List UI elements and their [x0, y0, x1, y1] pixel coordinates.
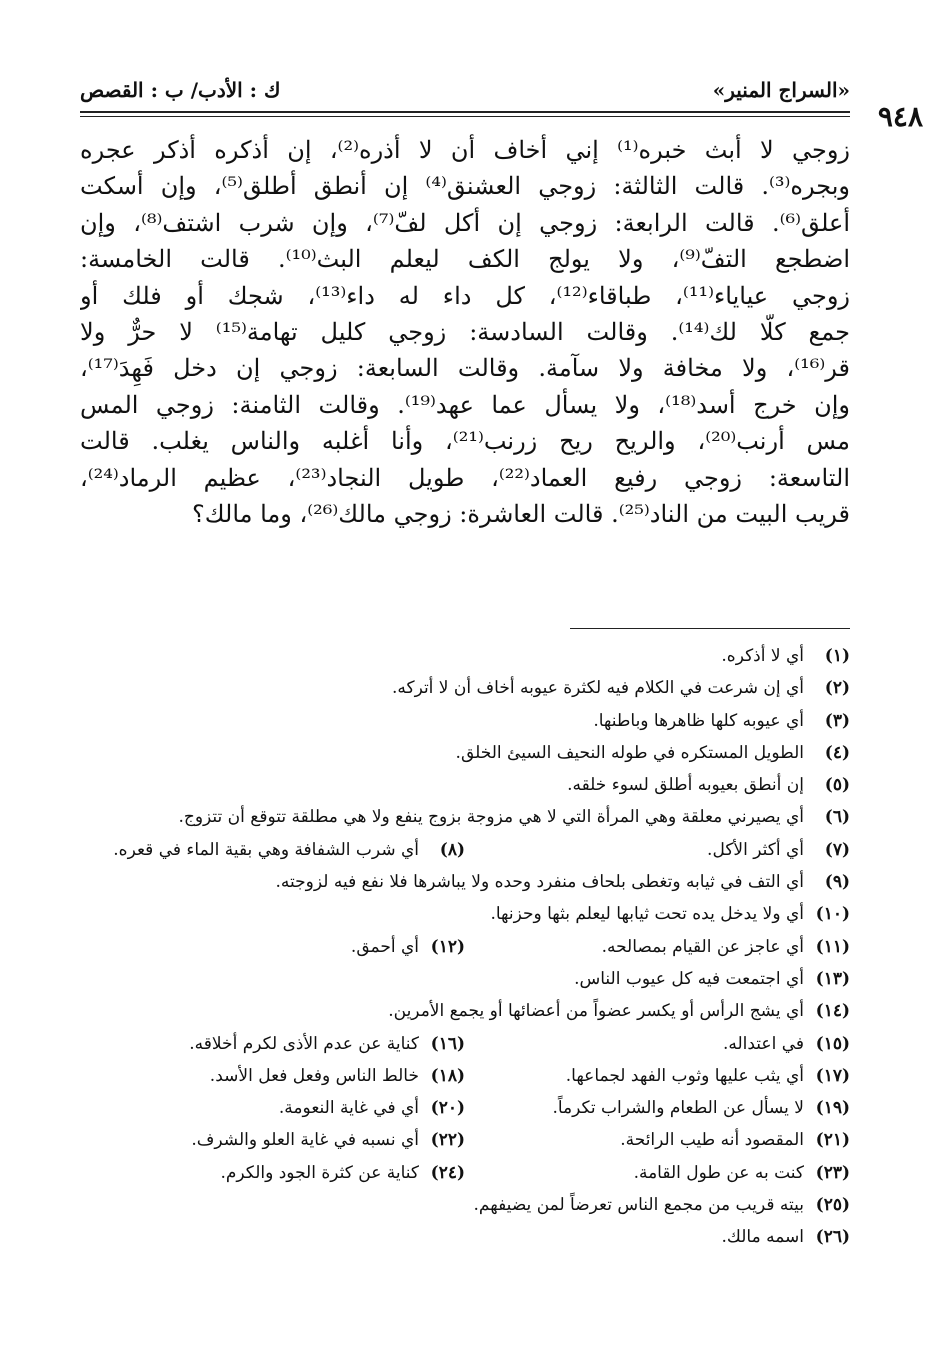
- footnote-row: [80, 769, 850, 801]
- header-rule: [80, 111, 850, 113]
- footnote-number: (٢٥): [815, 1195, 850, 1216]
- text-line: وبجره⁽³⁾. قالت الثالثة: زوجي العشنق⁽⁴⁾ إن أنطق أطلق⁽⁵⁾، وإن أسكت: [80, 172, 850, 201]
- text-line: قر⁽¹⁶⁾، ولا مخافة ولا سآمة. وقالت السابعة: زوجي إن دخل فَهِدَ⁽¹⁷⁾،: [80, 354, 850, 383]
- text-line: مس أرنب⁽²⁰⁾، والريح ريح زرنب⁽²¹⁾، وأنا أغلبه والناس يغلب. قالت: [80, 427, 850, 456]
- page-number: ٩٤٨: [877, 100, 923, 133]
- footnote-number: (٢٤): [430, 1162, 465, 1183]
- footnote-number: (١٢): [430, 936, 465, 957]
- text-line: التاسعة: زوجي رفيع العماد⁽²²⁾، طويل النجاد⁽²³⁾، عظيم الرماد⁽²⁴⁾،: [80, 463, 850, 492]
- footnote-number: (١٤): [815, 1001, 850, 1022]
- footnote-second: [351, 931, 465, 963]
- footnote-second: [221, 1157, 466, 1189]
- footnote-row: [80, 705, 850, 737]
- footnote-number: (٢٢): [430, 1130, 465, 1151]
- footnote-row: [80, 737, 850, 769]
- footnote-number: (١٥): [815, 1033, 850, 1054]
- footnote-text: أي ولا يدخل يده تحت ثيابها ليعلم بثها وحزنها.: [490, 904, 804, 925]
- footnote-number: (٧): [824, 839, 850, 860]
- footnote-number: (١٣): [815, 968, 850, 989]
- footnote-text: الطويل المستكره في طوله النحيف السيئ الخلق.: [455, 742, 804, 763]
- footnote-row: [80, 995, 850, 1027]
- footnote-row: [80, 1092, 850, 1124]
- footnote-number: (٢٦): [815, 1227, 850, 1248]
- text-line: قريب البيت من الناد⁽²⁵⁾. قالت العاشرة: زوجي مالك⁽²⁶⁾، وما مالك؟: [192, 499, 850, 528]
- footnote-second: [210, 1060, 465, 1092]
- chapter-section: ك : الأدب/ ب : القصص: [80, 78, 281, 102]
- footnote-number: (١٧): [815, 1065, 850, 1086]
- footnote-row: [80, 1028, 850, 1060]
- footnotes: [80, 640, 850, 1254]
- footnote-number: (٨): [439, 839, 465, 860]
- running-header: [80, 70, 850, 110]
- footnote-number: (١): [824, 646, 850, 666]
- text-line: اضطجع التفّ⁽⁹⁾، ولا يولج الكف ليعلم البث⁽¹⁰⁾. قالت الخامسة:: [80, 245, 850, 274]
- footnote-row: [80, 801, 850, 833]
- footnote-number: (٦): [824, 807, 850, 828]
- footnote-row: [80, 1221, 850, 1253]
- footnote-row: [80, 834, 850, 866]
- footnote-number: (١٠): [815, 904, 850, 925]
- main-text: [80, 132, 850, 532]
- footnote-text: بيته قريب من مجمع الناس تعرضاً لمن يضيفهم.: [473, 1195, 804, 1216]
- footnote-text: إن أنطق بعيوبه أطلق لسوء خلقه.: [567, 775, 804, 796]
- footnote-text: أي يشج الرأس أو يكسر عضواً من أعضائها أو يجمع الأمرين.: [388, 1001, 804, 1022]
- footnote-text: المقصود أنه طيب الرائحة.: [620, 1130, 804, 1151]
- footnote-text: أي عاجز عن القيام بمصالحه.: [601, 936, 804, 957]
- text-line: زوجي عياياء⁽¹¹⁾، طباقاء⁽¹²⁾، كل داء له داء⁽¹³⁾، شجك أو فلك أو: [80, 281, 850, 310]
- footnote-text: في اعتداله.: [722, 1033, 804, 1054]
- footnote-number: (٣): [824, 710, 850, 731]
- footnote-second: [189, 1028, 465, 1060]
- footnote-second: [113, 834, 465, 866]
- footnote-text: أي إن شرعت في الكلام فيه لكثرة عيوبه أخاف أن لا أتركه.: [391, 678, 804, 699]
- footnote-number: (٢): [824, 678, 850, 699]
- footnote-row: [80, 866, 850, 898]
- footnote-text: كناية عن عدم الأذى لكرم أخلاقه.: [189, 1033, 419, 1054]
- footnote-number: (٩): [824, 872, 850, 893]
- footnote-text: أي أكثر الأكل.: [707, 839, 804, 860]
- footnote-row: [80, 1060, 850, 1092]
- footnote-row: [80, 1157, 850, 1189]
- footnote-row: [80, 1189, 850, 1221]
- book-title: «السراج المنير»: [712, 78, 850, 102]
- text-line: جمع كلّا لك⁽¹⁴⁾. وقالت السادسة: زوجي كليل تهامة⁽¹⁵⁾ لا حرٌّ ولا: [80, 317, 850, 346]
- footnote-number: (١١): [815, 936, 850, 957]
- footnote-text: خالط الناس وفعل فعل الأسد.: [209, 1065, 419, 1086]
- footnote-number: (١٨): [430, 1065, 465, 1086]
- footnote-text: أي أحمق.: [350, 936, 419, 957]
- footnote-text: أي يثب عليها وثوب الفهد لجماعها.: [565, 1065, 804, 1086]
- footnote-text: أي لا أذكره.: [721, 646, 804, 666]
- text-line: وإن خرج أسد⁽¹⁸⁾، ولا يسأل عما عهد⁽¹⁹⁾. وقالت الثامنة: زوجي المس: [80, 390, 850, 419]
- footnote-number: (٤): [824, 742, 850, 763]
- footnote-row: [80, 640, 850, 672]
- footnote-number: (٢١): [815, 1130, 850, 1151]
- footnote-text: أي يصيرني معلقة وهي المرأة التي لا هي مزوجة بزوج ينفع ولا هي مطلقة تتوقع أن تتزوج.: [178, 807, 804, 828]
- footnote-text: أي عيوبه كلها ظاهرها وباطنها.: [593, 710, 804, 731]
- footnote-row: [80, 672, 850, 704]
- footnote-text: كناية عن كثرة الجود والكرم.: [220, 1162, 419, 1183]
- text-line: زوجي لا أبث خبره⁽¹⁾ إني أخاف أن لا أذره⁽²⁾، إن أذكره أذكر عجره: [80, 136, 850, 164]
- footnote-second: [191, 1124, 465, 1156]
- footnote-text: أي شرب الشفافة وهي بقية الماء في قعره.: [113, 839, 419, 860]
- footnote-text: أي اجتمعت فيه كل عيوب الناس.: [574, 968, 804, 989]
- footnote-text: لا يسأل عن الطعام والشراب تكرماً.: [552, 1098, 804, 1119]
- footnote-number: (٢٣): [815, 1162, 850, 1183]
- footnote-number: (١٦): [430, 1033, 465, 1054]
- footnote-number: (١٩): [815, 1098, 850, 1119]
- footnote-text: أي نسبه في غاية العلو والشرف.: [191, 1130, 419, 1151]
- footnote-number: (٥): [824, 775, 850, 796]
- footnote-row: [80, 1124, 850, 1156]
- text-line: أعلق⁽⁶⁾. قالت الرابعة: زوجي إن أكل لفّ⁽⁷⁾، وإن شرب اشتف⁽⁸⁾، وإن: [80, 208, 850, 237]
- footnote-row: [80, 931, 850, 963]
- footnote-text: أي التف في ثيابه وتغطى بلحاف منفرد وحده ولا يباشرها فلا نفع فيه لزوجته.: [275, 872, 804, 893]
- footnote-row: [80, 963, 850, 995]
- footnote-text: أي في غاية النعومة.: [278, 1098, 419, 1119]
- header-rule-thin: [80, 116, 850, 117]
- footnote-row: [80, 898, 850, 930]
- footnote-separator: [570, 628, 850, 629]
- footnote-second: [279, 1092, 465, 1124]
- footnote-text: اسمه مالك.: [721, 1227, 804, 1248]
- footnote-text: كنت به عن طول القامة.: [633, 1162, 804, 1183]
- footnote-number: (٢٠): [430, 1098, 465, 1119]
